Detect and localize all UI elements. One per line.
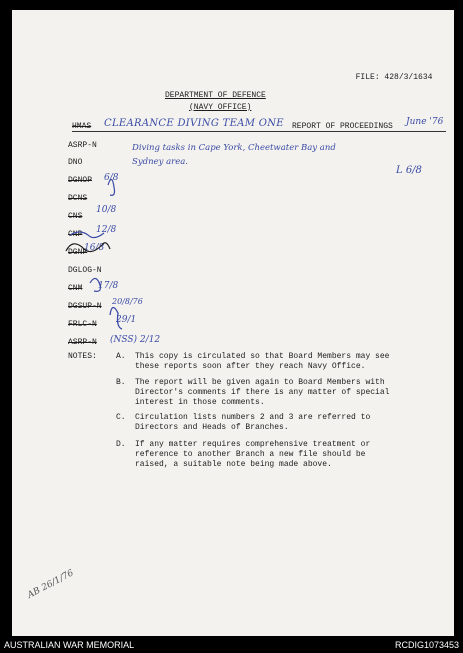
- note-line: If any matter requires comprehensive treatment or: [135, 440, 371, 449]
- routing-code: DGNP: [68, 248, 88, 257]
- note-line: Circulation lists numbers 2 and 3 are referred to: [135, 413, 371, 422]
- note-line: interest in those comments.: [135, 398, 265, 407]
- routing-code: DGLOG-N: [68, 266, 102, 275]
- report-date-handwritten: June '76: [406, 117, 444, 127]
- scribble-cnp: [70, 232, 104, 238]
- report-title: REPORT OF PROCEEDINGS: [292, 122, 393, 131]
- routing-annotation: (NSS) 2/12: [110, 335, 161, 345]
- office-heading: (NAVY OFFICE): [189, 103, 252, 112]
- routing-annotation: 20/8/76: [112, 297, 143, 306]
- file-reference: [346, 64, 432, 82]
- scribble-dgnp: [66, 243, 110, 252]
- routing-code: DGNOP: [68, 176, 93, 185]
- note-line: Director's comments if there is any matter of special: [135, 388, 390, 397]
- file-reference-text: FILE: 428/3/1634: [355, 73, 433, 82]
- routing-code: FRLC-N: [68, 320, 97, 329]
- bottom-signature: AB 26/1/76: [26, 568, 76, 601]
- routing-code: DNO: [68, 158, 83, 167]
- note-line: The report will be given again to Board Members with: [135, 378, 385, 387]
- routing-annotation: 10/8: [96, 205, 117, 215]
- routing-code: DCNS: [68, 194, 88, 203]
- scribble-frlc: [110, 307, 122, 329]
- routing-annotation: 12/8: [96, 225, 117, 235]
- hmas-label: HMAS: [72, 122, 92, 131]
- routing-code: CNP: [68, 230, 83, 239]
- note-line: Directors and Heads of Branches.: [135, 423, 289, 432]
- signature-scribbles: [60, 165, 180, 365]
- routing-code: ASRP-N: [68, 338, 97, 347]
- note-line: raised, a suitable note being made above.: [135, 460, 332, 469]
- scribble-dgnop: [108, 179, 115, 195]
- note-line: these reports soon after they reach Navy Office.: [135, 362, 366, 371]
- note-letter: A.: [116, 352, 126, 361]
- archive-footer: [0, 637, 463, 653]
- note-line: reference to another Branch a new file should be: [135, 450, 366, 459]
- note-letter: B.: [116, 378, 126, 387]
- notes-label: NOTES:: [68, 352, 97, 361]
- routing-code: CNS: [68, 212, 83, 221]
- routing-code: DGSUP-N: [68, 302, 102, 311]
- scribble-cnm: [90, 278, 100, 291]
- routing-annotation: 29/1: [116, 315, 137, 325]
- handwritten-note-line-1: Diving tasks in Cape York, Cheetwater Bay and: [132, 143, 336, 153]
- hmas-handwritten-ship: CLEARANCE DIVING TEAM ONE: [104, 118, 284, 129]
- routing-code: CNM: [68, 284, 83, 293]
- footer-record-id: RCDIG1073453: [394, 640, 459, 650]
- department-heading: DEPARTMENT OF DEFENCE: [165, 91, 266, 100]
- routing-annotation: 16/8: [84, 243, 105, 253]
- note-letter: C.: [116, 413, 126, 422]
- note-letter: D.: [116, 440, 126, 449]
- routing-code: ASRP-N: [68, 141, 97, 150]
- note-line: This copy is circulated so that Board Members may see: [135, 352, 390, 361]
- handwritten-note-line-2: Sydney area.: [132, 157, 189, 167]
- handwritten-initials: L 6/8: [396, 165, 422, 176]
- routing-annotation: 6/8: [104, 173, 119, 183]
- footer-institution: AUSTRALIAN WAR MEMORIAL: [4, 640, 135, 650]
- report-underline: [72, 131, 446, 132]
- routing-annotation: 17/8: [98, 281, 119, 291]
